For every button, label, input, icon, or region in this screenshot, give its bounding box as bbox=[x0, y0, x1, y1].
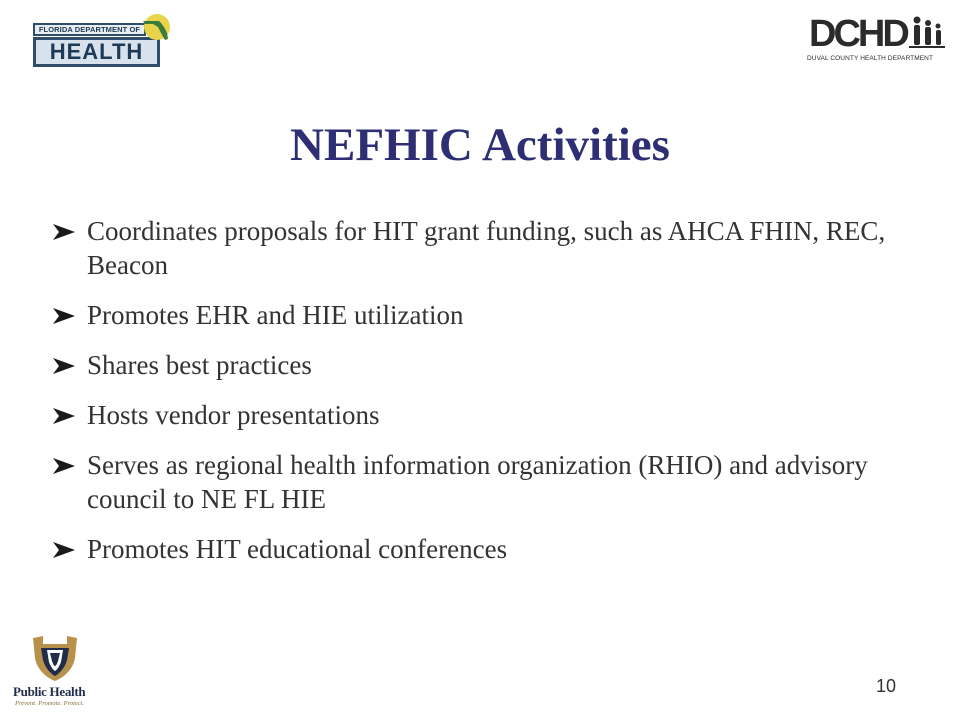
bullet-item bbox=[53, 398, 913, 432]
florida-department-of-health-logo bbox=[33, 13, 168, 68]
arrowhead-icon bbox=[53, 408, 75, 424]
public-health-shield-icon bbox=[29, 634, 81, 682]
bullet-text: Serves as regional health information organization (RHIO) and advisory council to NE FL HIE bbox=[87, 450, 868, 514]
arrowhead-icon bbox=[53, 224, 75, 240]
dchd-logo-subtitle: DUVAL COUNTY HEALTH DEPARTMENT bbox=[807, 55, 934, 62]
public-health-logo-tagline: Prevent. Promote. Protect. bbox=[15, 700, 85, 707]
bullet-text: Shares best practices bbox=[87, 350, 312, 380]
people-figures-icon bbox=[909, 14, 945, 54]
arrowhead-icon bbox=[53, 308, 75, 324]
bullet-text: Coordinates proposals for HIT grant funding, such as AHCA FHIN, REC, Beacon bbox=[87, 216, 886, 280]
fdoh-logo-line1: FLORIDA DEPARTMENT OF bbox=[33, 23, 146, 36]
page-number: 10 bbox=[876, 676, 897, 696]
public-health-logo bbox=[13, 634, 113, 710]
bullet-item bbox=[53, 348, 913, 382]
bullet-text: Promotes EHR and HIE utilization bbox=[87, 300, 464, 330]
bullet-text: Promotes HIT educational conferences bbox=[87, 534, 508, 564]
slide-title: NEFHIC Activities bbox=[290, 119, 670, 171]
duval-county-health-department-logo bbox=[805, 14, 945, 66]
arrowhead-icon bbox=[53, 358, 75, 374]
bullet-text: Hosts vendor presentations bbox=[87, 400, 380, 430]
bullet-item bbox=[53, 532, 913, 566]
arrowhead-icon bbox=[53, 542, 75, 558]
public-health-logo-name: Public Health bbox=[13, 684, 86, 699]
bullet-item bbox=[53, 298, 913, 332]
dchd-logo-letters: DCHD bbox=[809, 13, 907, 55]
fdoh-logo-line2: HEALTH bbox=[33, 37, 160, 67]
bullet-item bbox=[53, 214, 913, 282]
florida-sun-icon bbox=[139, 13, 173, 43]
bullet-item bbox=[53, 448, 913, 516]
bullet-list bbox=[53, 214, 913, 582]
arrowhead-icon bbox=[53, 458, 75, 474]
